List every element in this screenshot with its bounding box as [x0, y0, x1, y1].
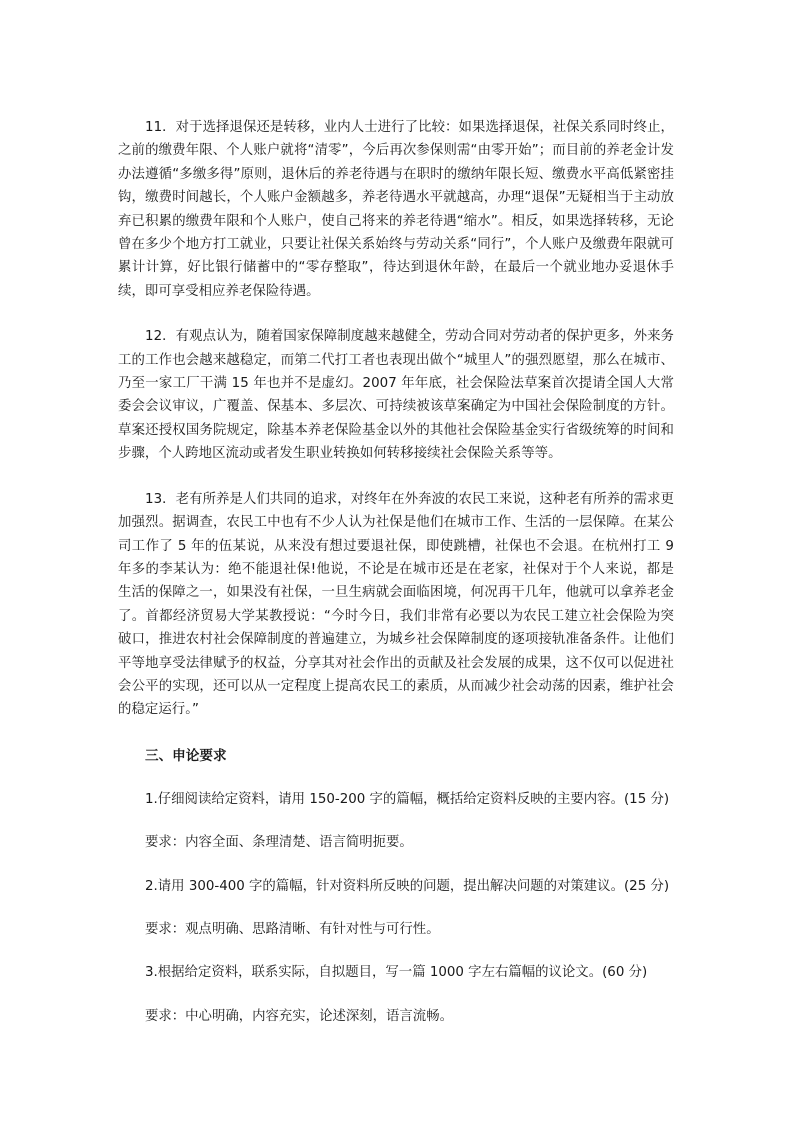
paragraph-spacer: [118, 466, 674, 488]
paragraph-spacer: [118, 303, 674, 325]
paragraph-spacer: [118, 941, 674, 961]
paragraph-spacer: [118, 722, 674, 744]
question-2: 2.请用 300-400 字的篇幅，针对资料所反映的问题，提出解决问题的对策建议。(25 分): [145, 878, 670, 894]
question-1: 1.仔细阅读给定资料，请用 150-200 字的篇幅，概括给定资料反映的主要内容。(15 分): [145, 791, 670, 807]
paragraph-spacer: [118, 855, 674, 875]
section-heading: 三、申论要求: [145, 747, 227, 764]
material-paragraph-13: 13．老有所养是人们共同的追求，对终年在外奔波的农民工来说，这种老有所养的需求更加强烈。据调查，农民工中也有不少人认为社保是他们在城市工作、生活的一层保障。在某公司工作了 5 年的伍某说，从来没有想过要退社保，即使跳槽，社保也不会退。在杭州打工 9 年多的李某认为：绝不能退社保!他说，不论是在城市还是在老家，社保对于个人来说，都是生活的保障之一，如果没有社保，一旦生病就会面临困境，何况再干几年，他就可以拿养老金了。首都经济贸易大学某教授说：“今时今日，我们非常有必要以为农民工建立社会保险为突破口，推进农村社会保障制度的普遍建立，为城乡社会保障制度的逐项接轨准备条件。让他们平等地享受法律赋予的权益，分享其对社会作出的贡献及社会发展的成果，这不仅可以促进社会公平的实现，还可以从一定程度上提高农民工的素质，从而减少社会动荡的因素，维护社会的稳定运行。”: [118, 491, 674, 718]
material-paragraph-12: 12．有观点认为，随着国家保障制度越来越健全，劳动合同对劳动者的保护更多，外来务工的工作也会越来越稳定，而第二代打工者也表现出做个“城里人”的强烈愿望，那么在城市、乃至一家工厂干满 15 年也并不是虚幻。2007 年年底，社会保险法草案首次提请全国人大常委会会议审议，广覆盖、保基本、多层次、可持续被该草案确定为中国社会保险制度的方针。草案还授权国务院规定，除基本养老保险基金以外的其他社会保险基金实行省级统筹的时间和步骤，个人跨地区流动或者发生职业转换如何转移接续社会保险关系等等。: [118, 329, 674, 462]
question-3-requirement: 要求：中心明确，内容充实，论述深刻，语言流畅。: [145, 1008, 453, 1024]
material-paragraph-11: 11．对于选择退保还是转移，业内人士进行了比较：如果选择退保，社保关系同时终止，之前的缴费年限、个人账户就将“清零”，今后再次参保则需“由零开始”；而目前的养老金计发办法遵循“多缴多得”原则，退休后的养老待遇与在职时的缴纳年限长短、缴费水平高低紧密挂钩，缴费时间越长，个人账户金额越多，养老待遇水平就越高，办理“退保”无疑相当于主动放弃已积累的缴费年限和个人账户，使自己将来的养老待遇“缩水”。相反，如果选择转移，无论曾在多少个地方打工就业，只要让社保关系始终与劳动关系“同行”，个人账户及缴费年限就可累计计算，好比银行储蓄中的“零存整取”，待达到退休年龄，在最后一个就业地办妥退休手续，即可享受相应养老保险待遇。: [118, 120, 674, 299]
paragraph-spacer: [118, 768, 674, 788]
question-2-requirement: 要求：观点明确、思路清晰、有针对性与可行性。: [145, 921, 440, 937]
paragraph-spacer: [118, 985, 674, 1005]
paragraph-spacer: [118, 811, 674, 831]
question-1-requirement: 要求：内容全面、条理清楚、语言简明扼要。: [145, 835, 413, 851]
paragraph-spacer: [118, 898, 674, 918]
document-page: [118, 116, 674, 1028]
question-3: 3.根据给定资料，联系实际，自拟题目，写一篇 1000 字左右篇幅的议论文。(60 分): [145, 965, 648, 981]
